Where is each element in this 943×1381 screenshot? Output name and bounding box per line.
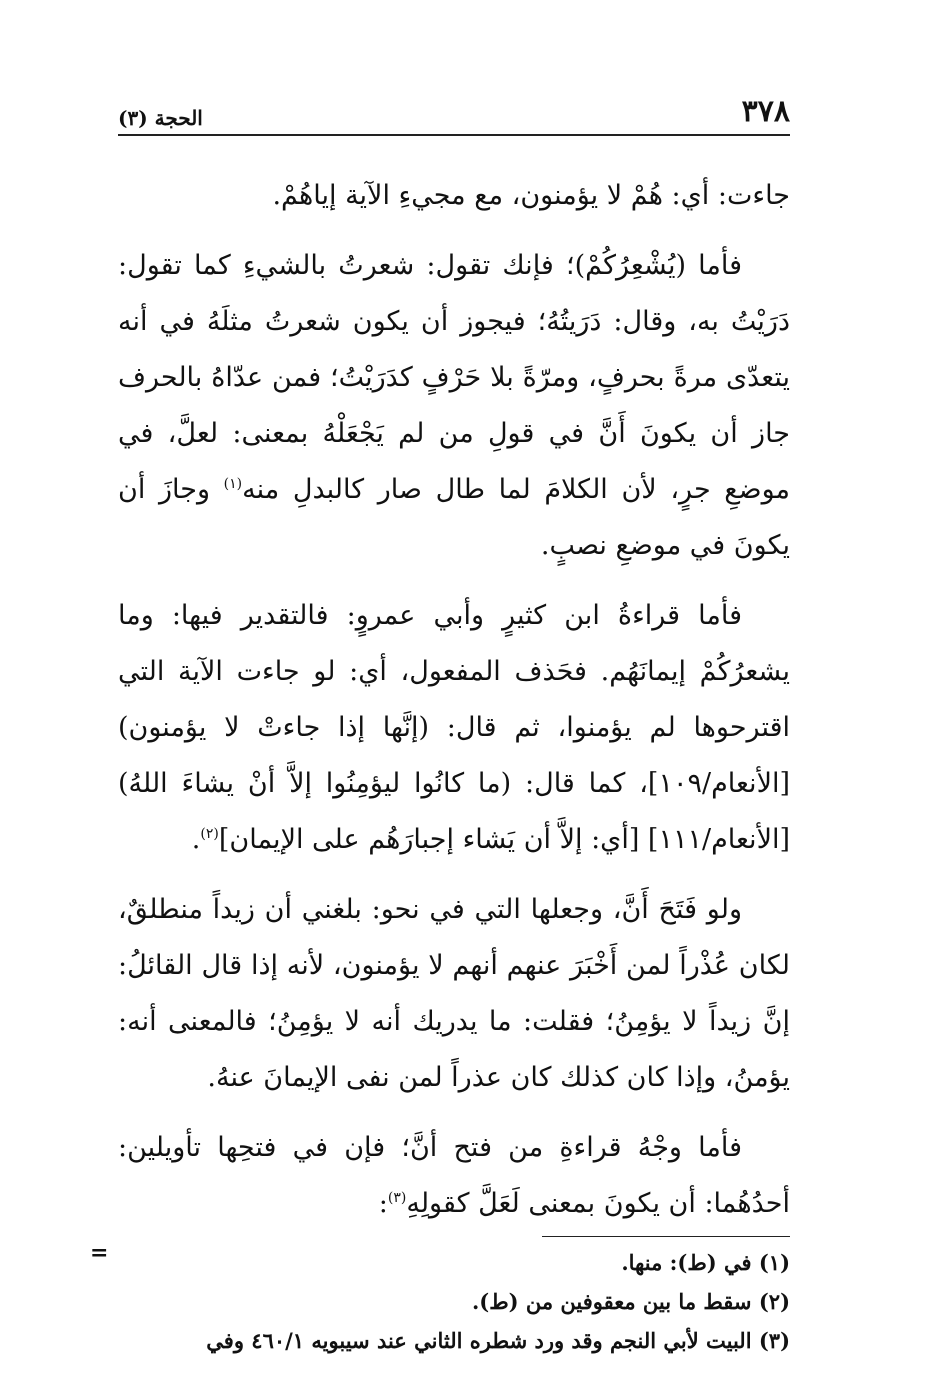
paragraph: فأما قراءةُ ابن كثيرٍ وأبي عمروٍ: فالتقدير فيها: وما يشعرُكُمْ إيمانَهُم. فحَذف المفعول، أي: لو جاءت الآية التي اقترحوها لم يؤمنوا، ثم قال: (إنَّها إذا جاءتْ لا يؤمنون) [الأنعام/١٠٩]، كما قال: (ما كانُوا ليؤمِنُوا إلاَّ أنْ يشاءَ اللهُ) [الأنعام/١١١] [أي: إلاَّ أن يَشاء إجبارَهُم على الإيمان]$^{(٢)}$. bbox=[118, 600, 790, 855]
footnote-ref: (٢) bbox=[200, 826, 219, 842]
footnote: (٢) سقط ما بين معقوفين من (ط). bbox=[471, 1289, 790, 1314]
footnotes bbox=[118, 1243, 790, 1360]
main-text bbox=[118, 168, 790, 1232]
book-page bbox=[118, 80, 790, 1360]
paragraph: فأما (يُشْعِرُكُمْ)؛ فإنك تقول: شعرتُ بالشيءِ كما تقول: دَرَيْتُ به، وقال: دَرَيتُهُ؛ فيجوز أن يكون شعرتُ مثلَهُ في أنه يتعدّى مرةً بحرفٍ، ومرّةً بلا حَرْفٍ كدَرَيْتُ؛ فمن عدّاهُ بالحرف جاز أن يكونَ أَنَّ في قولِ من لم يَجْعَلْهُ بمعنى: لعلَّ، في موضعِ جرٍ، لأن الكلامَ لما طال صار كالبدلِ منه$^{(١)}$ وجازَ أن يكونَ في موضعِ نصبٍ. bbox=[118, 250, 791, 561]
page-number: ٣٧٨ bbox=[741, 94, 790, 129]
footnote-ref: (٣) bbox=[387, 1190, 407, 1206]
paragraph: جاءت: أي: هُمْ لا يؤمنون، مع مجيءِ الآية إياهُمْ. bbox=[272, 180, 790, 211]
continuation-mark: = bbox=[90, 1240, 109, 1266]
paragraph: فأما وجْهُ قراءةِ من فتح أنَّ؛ فإن في فتحِها تأويلين: أحدُهُما: أن يكونَ بمعنى لَعَلَّ كقولِهِ$^{(٣)}$: bbox=[118, 1132, 790, 1219]
footnote-separator bbox=[542, 1236, 790, 1237]
footnote-ref: (١) bbox=[223, 476, 243, 492]
footnote: (٣) البيت لأبي النجم وقد ورد شطره الثاني عند سيبويه ٤٦٠/١ وفي bbox=[206, 1328, 790, 1353]
paragraph: ولو فَتَحَ أَنَّ، وجعلها التي في نحو: بلغني أن زيداً منطلقٌ، لكان عُذْراً لمن أَخْبَرَ عنهم أنهم لا يؤمنون، لأنه إذا قال القائلُ: إنَّ زيداً لا يؤمِنُ؛ فقلت: ما يدريك أنه لا يؤمِنُ؛ فالمعنى أنه: يؤمنُ، وإذا كان كذلك كان عذراً لمن نفى الإيمانَ عنهُ. bbox=[118, 894, 790, 1093]
page-header bbox=[118, 80, 790, 136]
footnote: (١) في (ط): منها. bbox=[621, 1250, 790, 1275]
running-title: الحجة (٣) bbox=[118, 106, 203, 130]
